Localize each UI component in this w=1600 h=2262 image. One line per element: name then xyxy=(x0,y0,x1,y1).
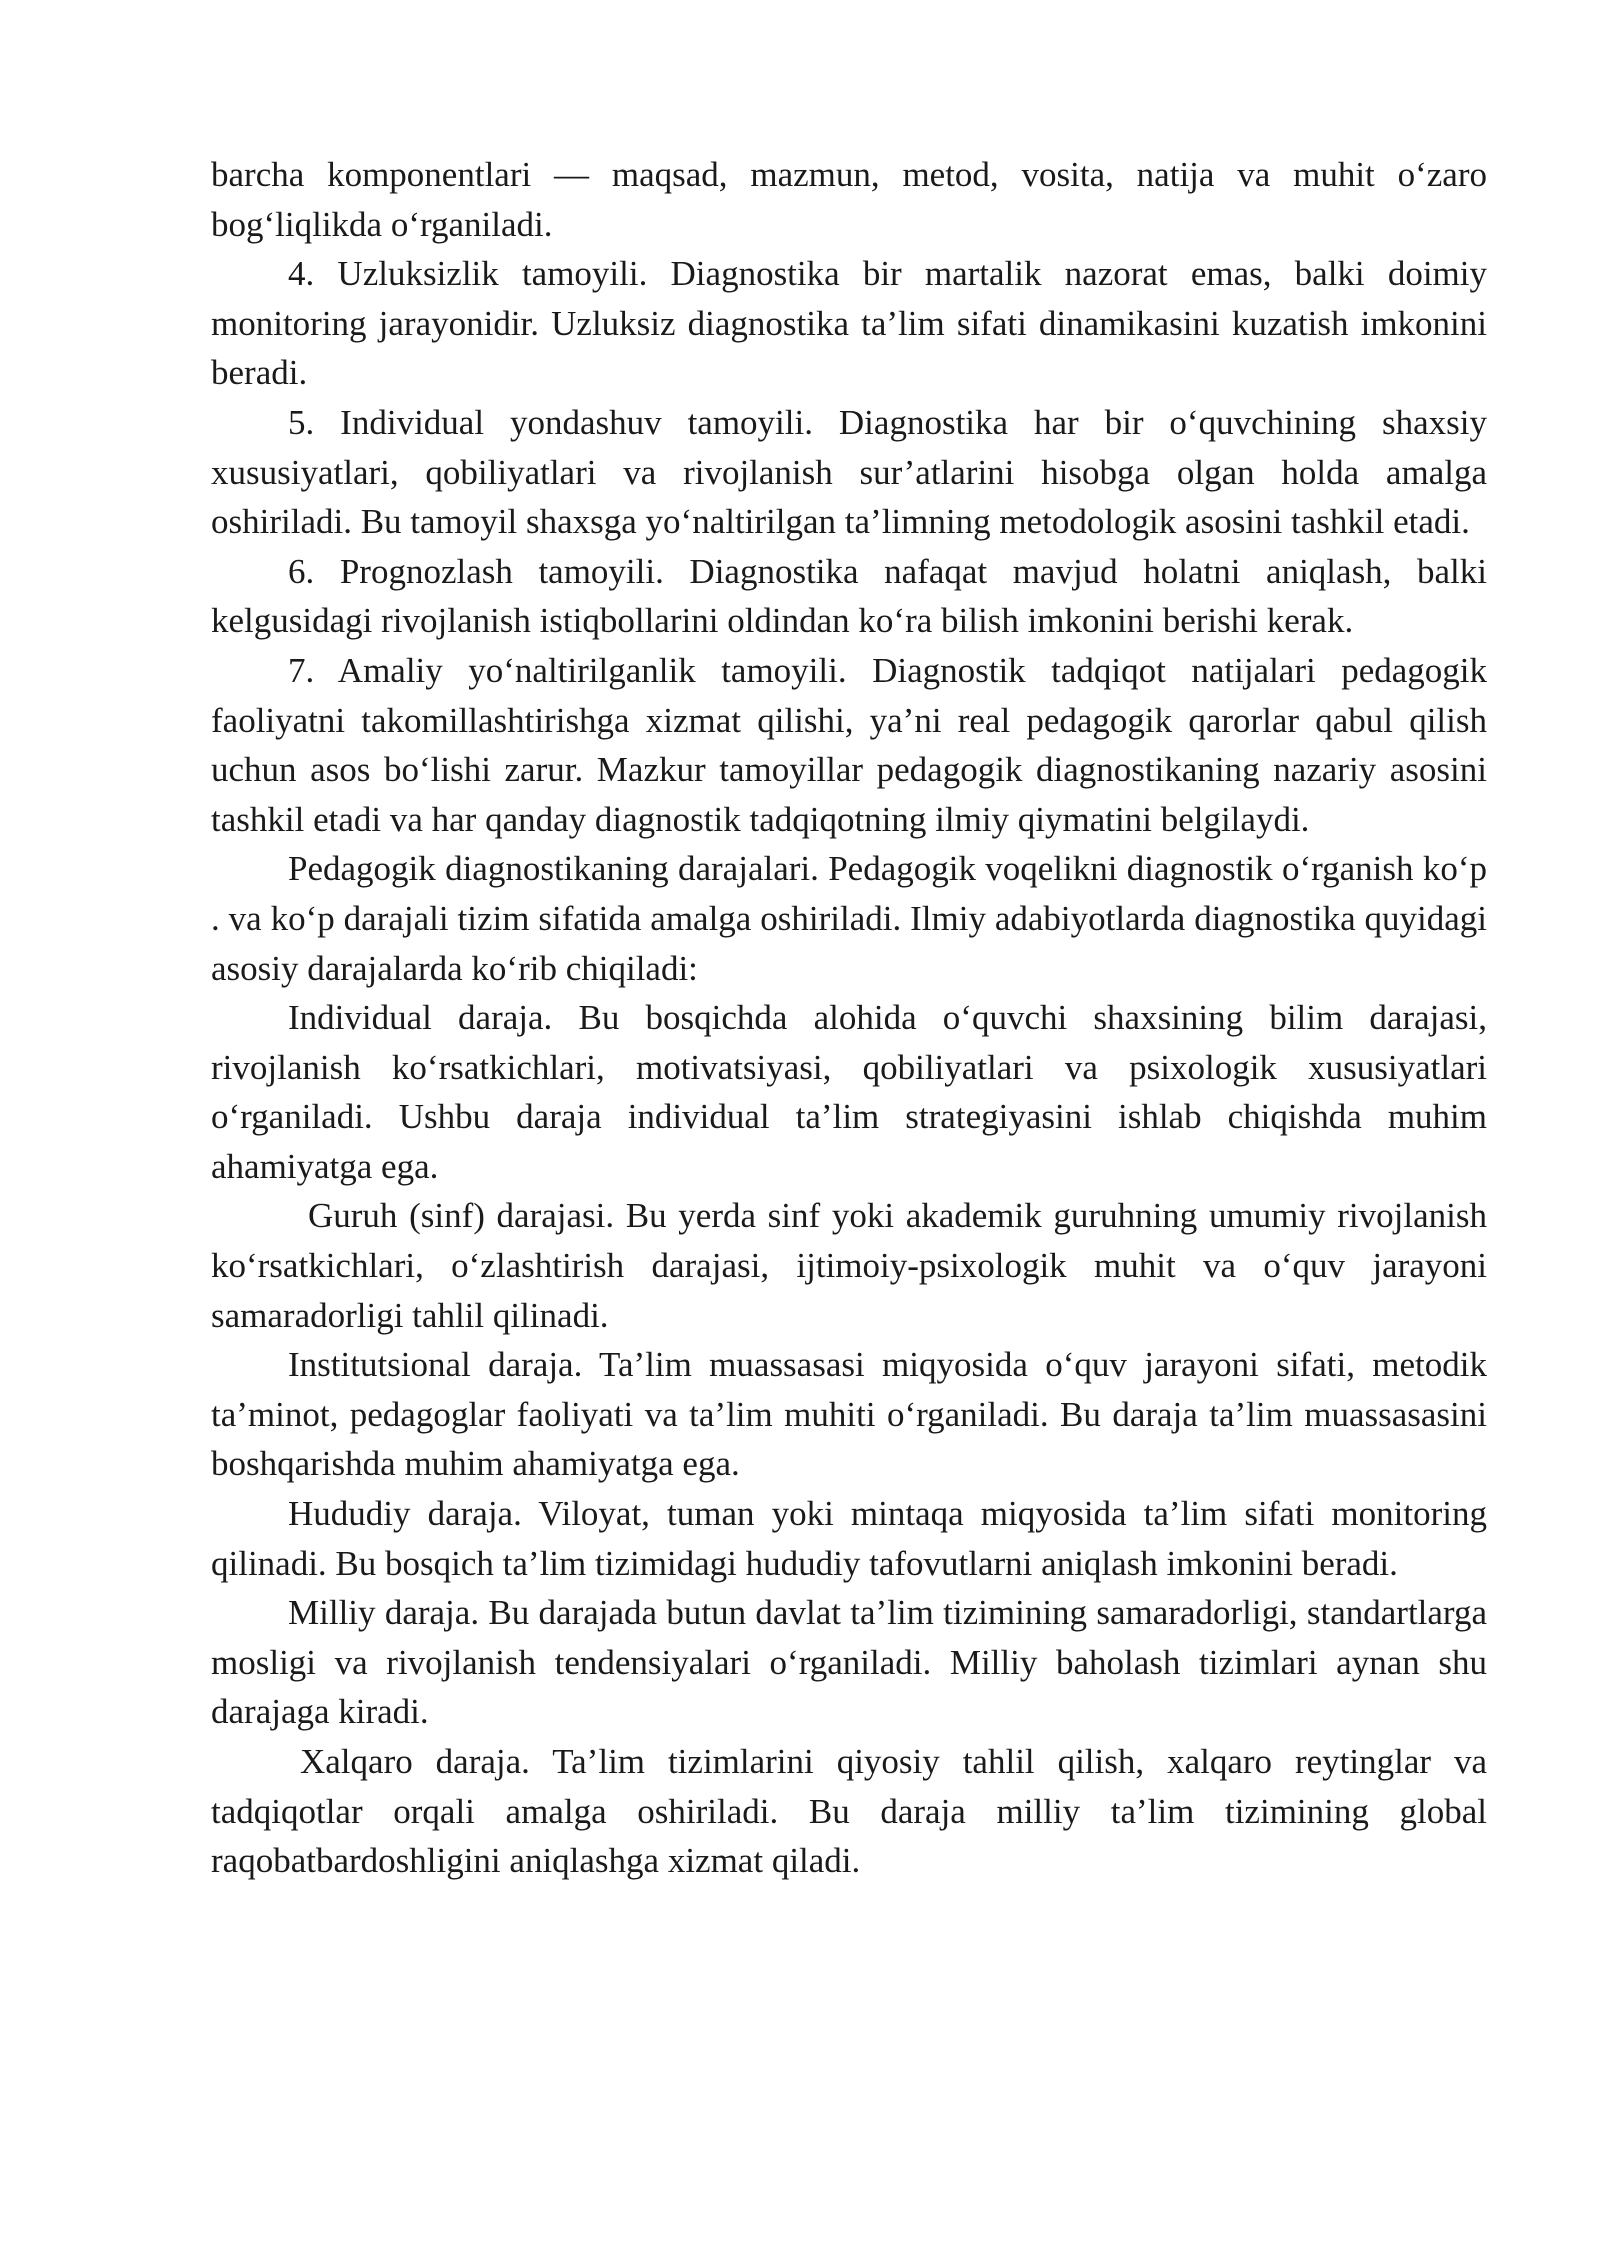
paragraph-individual-level: Individual daraja. Bu bosqichda alohida o‘quvchi shaxsining bilim darajasi, rivojlanish ko‘rsatkichlari, motivatsiyasi, qobiliyatlari va psixologik xususiyatlari o‘rganiladi. Ushbu daraja individual ta’lim strategiyasini ishlab chiqishda muhim ahamiyatga ega. xyxy=(211,998,1487,1186)
paragraph-forecasting-principle: 6. Prognozlash tamoyili. Diagnostika nafaqat mavjud holatni aniqlash, balki kelgusidagi rivojlanish istiqbollarini oldindan ko‘ra bilish imkonini berishi kerak. xyxy=(211,551,1487,641)
paragraph-continuity-principle: 4. Uzluksizlik tamoyili. Diagnostika bir martalik nazorat emas, balki doimiy monitoring jarayonidir. Uzluksiz diagnostika ta’lim sifati dinamikasini kuzatish imkonini beradi. xyxy=(211,254,1487,393)
paragraph-group-level: Guruh (sinf) darajasi. Bu yerda sinf yoki akademik guruhning umumiy rivojlanish ko‘rsatkichlari, o‘zlashtirish darajasi, ijtimoiy-psixologik muhit va o‘quv jarayoni samaradorligi tahlil qilinadi. xyxy=(211,1196,1487,1335)
paragraph-components-continuation: barcha komponentlari — maqsad, mazmun, metod, vosita, natija va muhit o‘zaro bog‘liqlikda o‘rganiladi. xyxy=(211,155,1487,244)
paragraph-diagnostic-levels-intro: Pedagogik diagnostikaning darajalari. Pedagogik voqelikni diagnostik o‘rganish ko‘p . va ko‘p darajali tizim sifatida amalga oshiriladi. Ilmiy adabiyotlarda diagnostika quyidagi asosiy darajalarda ko‘rib chiqiladi: xyxy=(211,849,1487,988)
paragraph-practical-orientation-principle: 7. Amaliy yo‘naltirilganlik tamoyili. Diagnostik tadqiqot natijalari pedagogik faoliyatni takomillashtirishga xizmat qilishi, ya’ni real pedagogik qarorlar qabul qilish uchun asos bo‘lishi zarur. Mazkur tamoyillar pedagogik diagnostikaning nazariy asosini tashkil etadi va har qanday diagnostik tadqiqotning ilmiy qiymatini belgilaydi. xyxy=(211,650,1487,839)
paragraph-national-level: Milliy daraja. Bu darajada butun davlat ta’lim tizimining samaradorligi, standartlarga mosligi va rivojlanish tendensiyalari o‘rganiladi. Milliy baholash tizimlari aynan shu darajaga kiradi. xyxy=(211,1593,1487,1732)
paragraph-regional-level: Hududiy daraja. Viloyat, tuman yoki mintaqa miqyosida ta’lim sifati monitoring qilinadi. Bu bosqich ta’lim tizimidagi hududiy tafovutlarni aniqlash imkonini beradi. xyxy=(211,1494,1487,1583)
document-page xyxy=(211,150,1487,1886)
paragraph-international-level: Xalqaro daraja. Ta’lim tizimlarini qiyosiy tahlil qilish, xalqaro reytinglar va tadqiqotlar orqali amalga oshiriladi. Bu daraja milliy ta’lim tizimining global raqobatbardoshligini aniqlashga xizmat qiladi. xyxy=(211,1742,1487,1881)
paragraph-institutional-level: Institutsional daraja. Ta’lim muassasasi miqyosida o‘quv jarayoni sifati, metodik ta’minot, pedagoglar faoliyati va ta’lim muhiti o‘rganiladi. Bu daraja ta’lim muassasasini boshqarishda muhim ahamiyatga ega. xyxy=(211,1345,1487,1484)
paragraph-individual-approach-principle: 5. Individual yondashuv tamoyili. Diagnostika har bir o‘quvchining shaxsiy xususiyatlari, qobiliyatlari va rivojlanish sur’atlarini hisobga olgan holda amalga oshiriladi. Bu tamoyil shaxsga yo‘naltirilgan ta’limning metodologik asosini tashkil etadi. xyxy=(211,402,1487,542)
